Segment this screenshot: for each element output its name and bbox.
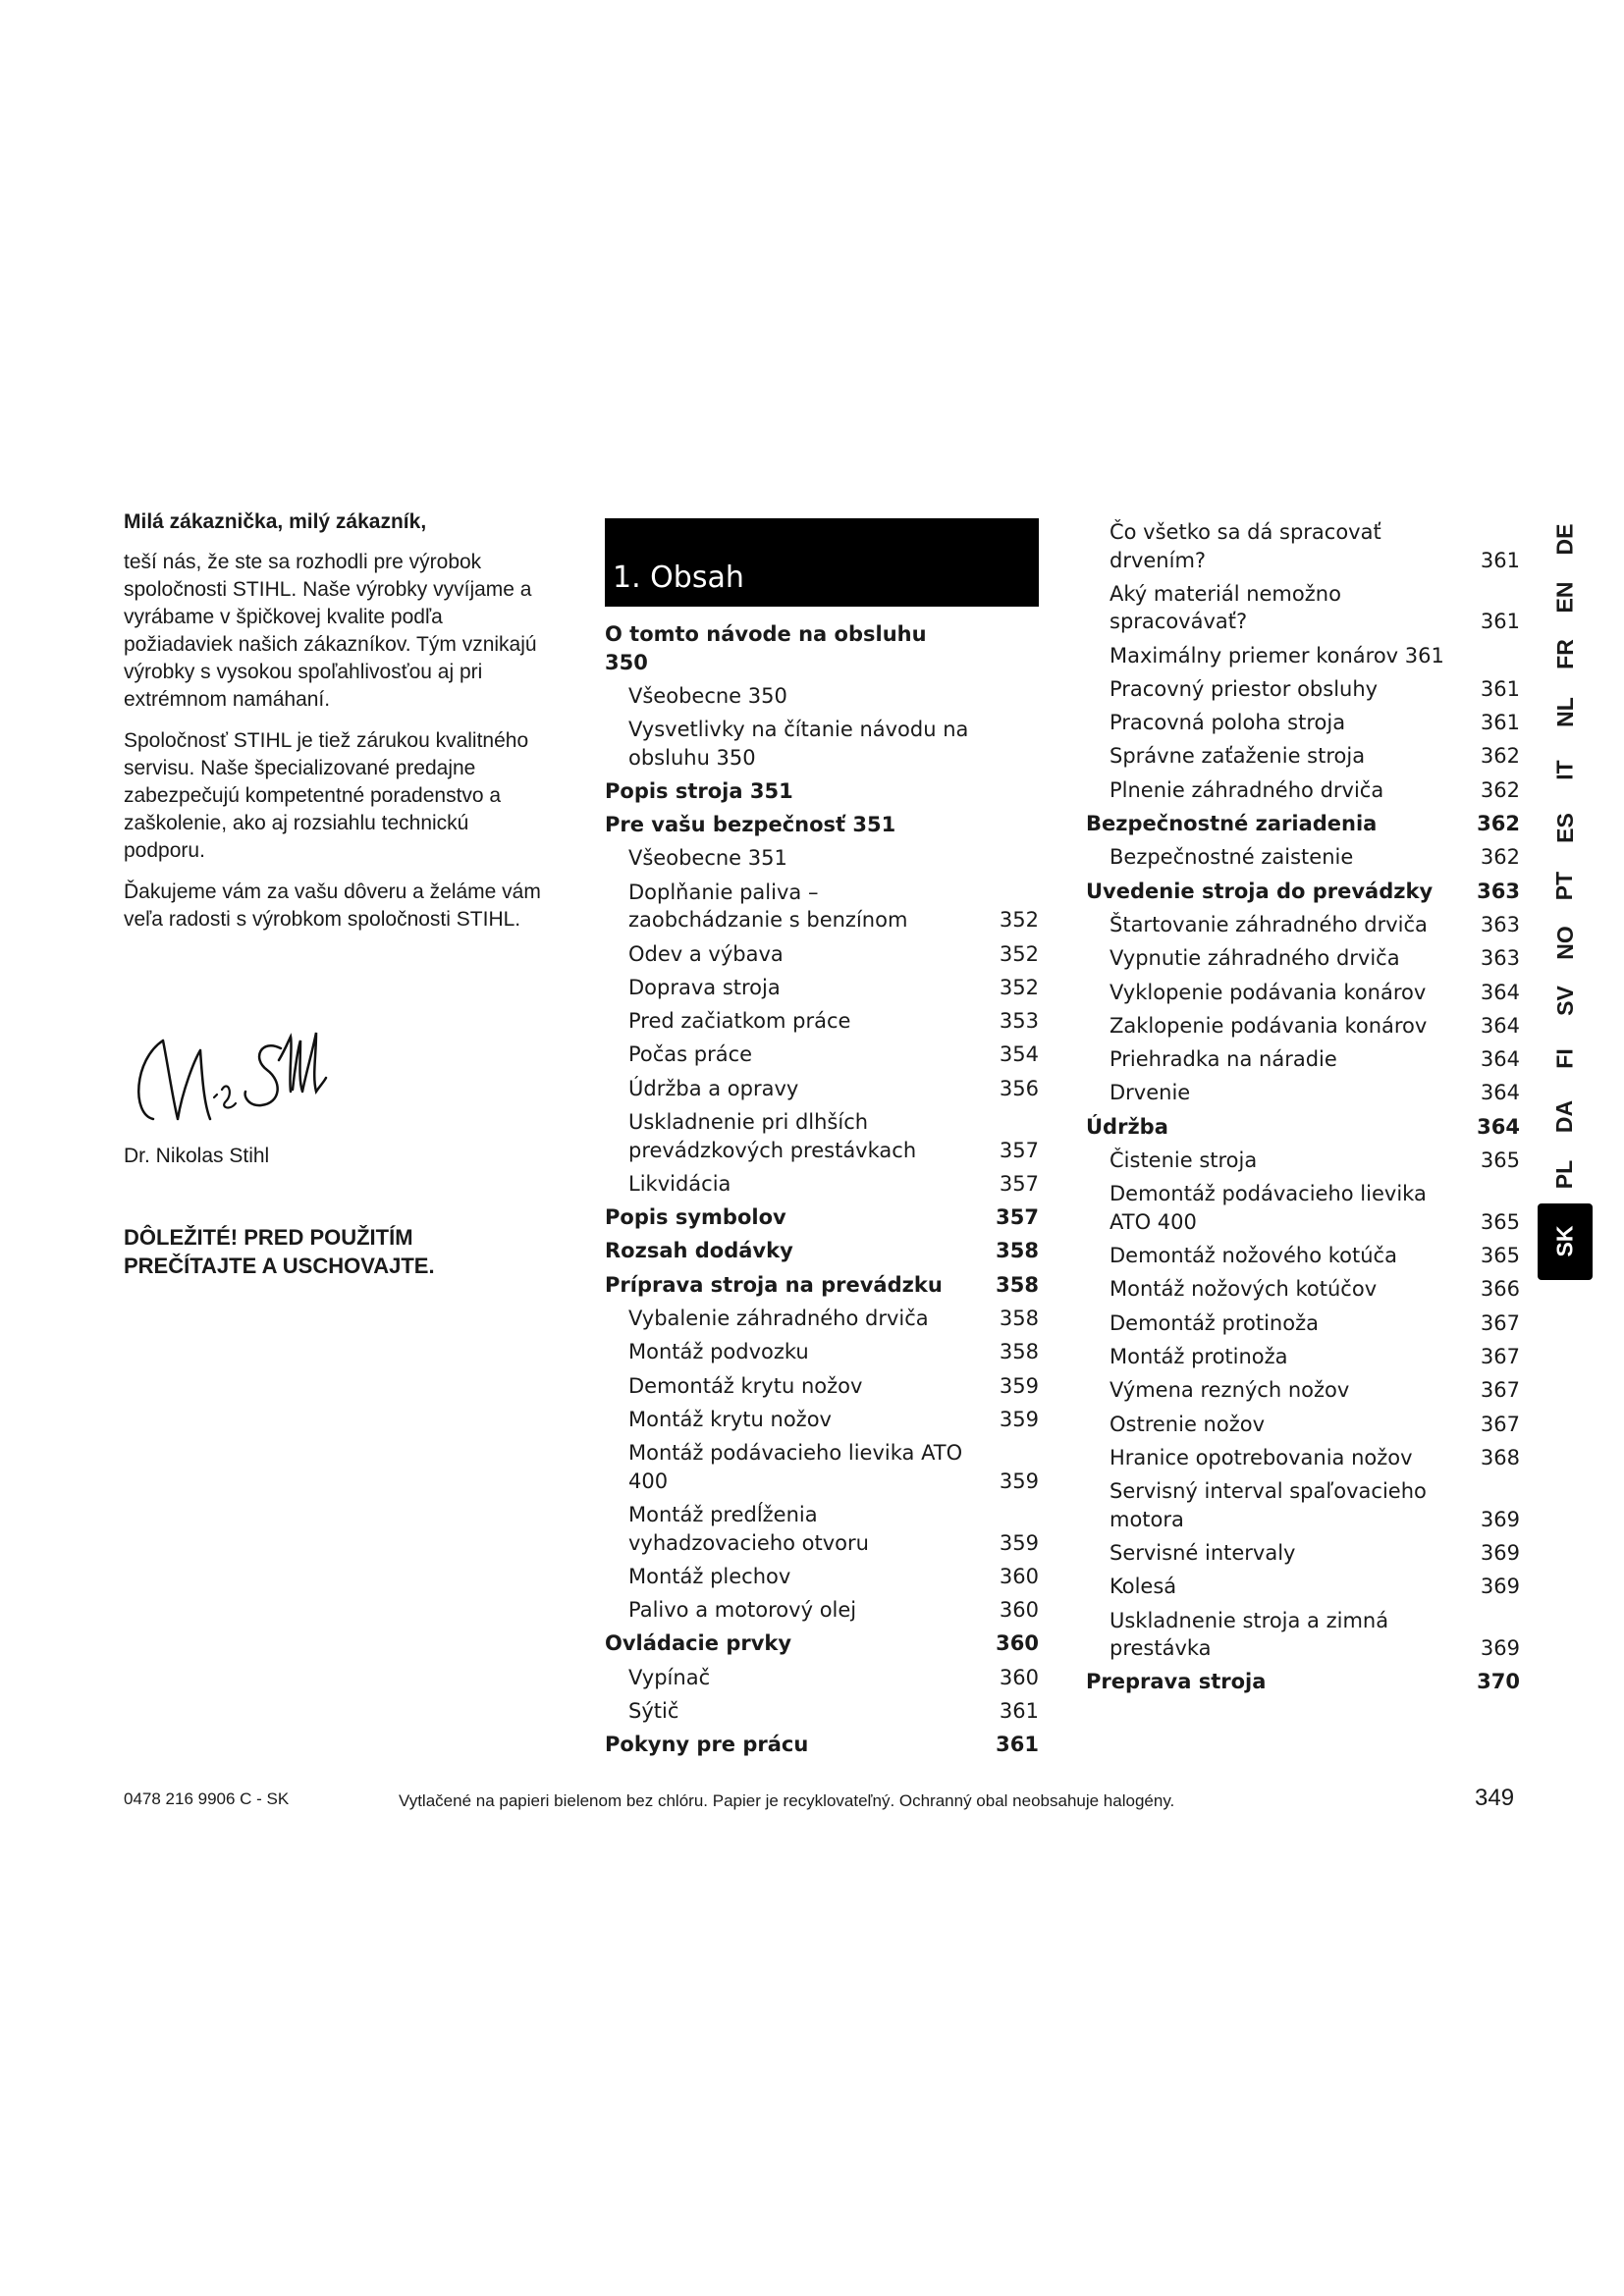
toc-column-1	[605, 518, 1039, 1765]
toc-entry-page: 365	[1480, 1148, 1520, 1173]
toc-entry-title: Demontáž protinoža	[1110, 1310, 1319, 1335]
toc-entry-title: Demontáž krytu nožov	[628, 1373, 863, 1398]
toc-entry-title: Zaklopenie podávania konárov	[1110, 1013, 1428, 1038]
page-number: 349	[1475, 1785, 1515, 1811]
toc-entry[interactable]	[1086, 1242, 1520, 1275]
toc-entry[interactable]	[1086, 742, 1520, 775]
toc-entry[interactable]	[1086, 1607, 1520, 1669]
toc-entry[interactable]	[605, 1203, 1039, 1237]
toc-entry-title: Popis symbolov	[605, 1205, 786, 1230]
toc-entry-title: Čo všetko sa dá spracovať drvením?	[1110, 520, 1381, 572]
toc-entry-page: 361	[1480, 548, 1520, 572]
letter	[124, 508, 556, 947]
toc-entry[interactable]	[1086, 642, 1520, 675]
toc-entry-page: 364	[1480, 1081, 1520, 1105]
toc-entry-page: 361	[1480, 610, 1520, 634]
toc-entry[interactable]	[1086, 1012, 1520, 1045]
toc-entry[interactable]	[1086, 675, 1520, 709]
language-tab-label: NO	[1551, 926, 1578, 961]
toc-entry-title: Demontáž podávacieho lievika ATO 400	[1110, 1182, 1427, 1234]
important-notice: DÔLEŽITÉ! PRED POUŽITÍM PREČÍTAJTE A USCHOVAJTE.	[124, 1225, 435, 1278]
toc-entry-page: 360	[999, 1598, 1039, 1623]
toc-entry[interactable]	[605, 1007, 1039, 1041]
toc-entry-title: Kolesá	[1110, 1575, 1177, 1599]
toc-entry-page: 362	[1480, 845, 1520, 870]
toc-entry-page: 366	[1480, 1277, 1520, 1302]
toc-entry-title: Doplňanie paliva – zaobchádzanie s benzínom	[628, 880, 908, 933]
toc-entry-title: Všeobecne 351	[628, 846, 787, 871]
toc-entry[interactable]	[605, 1439, 1039, 1501]
toc-entry[interactable]	[1086, 1343, 1520, 1376]
toc-entry[interactable]	[1086, 1079, 1520, 1112]
toc-entry[interactable]	[1086, 979, 1520, 1012]
toc-entry-title: Doprava stroja	[628, 975, 781, 999]
toc-entry-page: 370	[1477, 1670, 1520, 1694]
toc-entry[interactable]	[605, 682, 1039, 716]
toc-entry[interactable]	[605, 1237, 1039, 1270]
toc-entry-page: 358	[996, 1272, 1039, 1297]
toc-entry[interactable]	[1086, 810, 1520, 843]
language-tab-fi[interactable]	[1538, 1030, 1593, 1088]
toc-entry[interactable]	[605, 940, 1039, 974]
toc-entry-title: Uskladnenie pri dlhších prevádzkových prestávkach	[628, 1110, 917, 1162]
toc-entry-title: Vypínač	[628, 1665, 711, 1689]
language-tab-no[interactable]	[1538, 915, 1593, 973]
toc-entry-page: 362	[1480, 777, 1520, 802]
toc-entry[interactable]	[1086, 1045, 1520, 1079]
toc-entry-title: Servisné intervaly	[1110, 1541, 1296, 1566]
toc-entry[interactable]	[605, 1108, 1039, 1170]
letter-paragraph-1: teší nás, že ste sa rozhodli pre výrobok spoločnosti STIHL. Naše výrobky vyvíjame a vyrábame v špičkovej kvalite podľa požiadaviek našich zákazníkov. Tým vznikajú výrobky s vysokou spoľahlivosťou aj pri extrémnom namáhaní.	[124, 551, 537, 711]
toc-entry[interactable]	[605, 879, 1039, 940]
language-tabs	[1538, 510, 1593, 1280]
toc-entry-page: 367	[1480, 1345, 1520, 1369]
toc-entry-title: Uvedenie stroja do prevádzky	[1086, 879, 1434, 903]
letter-paragraph-2: Spoločnosť STIHL je tiež zárukou kvalitného servisu. Naše špecializované predajne zabezpečujú kompetentné poradenstvo a zaškolenie, ako aj rozsiahlu technickú podporu.	[124, 729, 529, 862]
toc-entry-page: 359	[999, 1407, 1039, 1431]
toc-entry-title: Uskladnenie stroja a zimná prestávka	[1110, 1608, 1389, 1661]
toc-entry-title: Plnenie záhradného drviča	[1110, 777, 1384, 802]
toc-entry[interactable]	[605, 716, 1039, 777]
toc-entry-title: Údržba	[1086, 1114, 1168, 1139]
toc-entry-page: 358	[999, 1340, 1039, 1364]
toc-entry-title: Montáž nožových kotúčov	[1110, 1277, 1378, 1302]
toc-entry-page: 369	[1480, 1636, 1520, 1661]
toc-entry-page: 369	[1480, 1507, 1520, 1531]
toc-entry-title: Pracovná poloha stroja	[1110, 711, 1346, 735]
toc-entry[interactable]	[1086, 580, 1520, 642]
toc-entry-title: Ostrenie nožov	[1110, 1412, 1265, 1436]
toc-entry-title: Pre vašu bezpečnosť 351	[605, 813, 896, 837]
toc-entry-title: Vybalenie záhradného drviča	[628, 1307, 929, 1331]
toc-entry[interactable]	[605, 1305, 1039, 1338]
toc-entry-title: Čistenie stroja	[1110, 1148, 1258, 1173]
toc-entry-title: Všeobecne 350	[628, 683, 787, 708]
toc-entry-page: 367	[1480, 1412, 1520, 1436]
language-tab-sv[interactable]	[1538, 972, 1593, 1030]
toc-entry-page: 353	[999, 1009, 1039, 1034]
toc-entry-title: Preprava stroja	[1086, 1670, 1267, 1694]
language-tab-fr[interactable]	[1538, 626, 1593, 684]
toc-entry-page: 352	[999, 975, 1039, 999]
toc-entry[interactable]	[605, 1731, 1039, 1764]
toc-entry-page: 359	[999, 1373, 1039, 1398]
toc-entry-page: 369	[1480, 1575, 1520, 1599]
language-tab-label: PT	[1551, 871, 1578, 900]
toc-entry[interactable]	[605, 1338, 1039, 1371]
toc-entry-title: Pracovný priestor obsluhy	[1110, 676, 1379, 701]
toc-entry-title: Výmena rezných nožov	[1110, 1378, 1350, 1403]
toc-entry-title: Bezpečnostné zariadenia	[1086, 812, 1378, 836]
toc-entry[interactable]	[1086, 1113, 1520, 1147]
toc-entry-title: Priehradka na náradie	[1110, 1047, 1337, 1072]
toc-entry-title: Drvenie	[1110, 1081, 1191, 1105]
toc-entry-page: 359	[999, 1468, 1039, 1493]
toc-entry-page: 358	[996, 1239, 1039, 1263]
toc-entry-page: 361	[1480, 676, 1520, 701]
language-tab-label: SV	[1551, 986, 1578, 1017]
language-tab-da[interactable]	[1538, 1088, 1593, 1146]
toc-list-1	[605, 620, 1039, 1765]
language-tab-nl[interactable]	[1538, 683, 1593, 741]
toc-entry-title: Montáž plechov	[628, 1564, 791, 1588]
toc-entry[interactable]	[1086, 911, 1520, 944]
toc-entry-title: Sýtič	[628, 1699, 679, 1724]
toc-entry-title: Likvidácia	[628, 1171, 731, 1196]
toc-entry-title: Vysvetlivky na čítanie návodu na obsluhu 350	[628, 718, 969, 770]
toc-entry[interactable]	[605, 844, 1039, 878]
toc-entry-title: Hranice opotrebovania nožov	[1110, 1445, 1413, 1469]
toc-entry-title: Ovládacie prvky	[605, 1631, 792, 1656]
toc-entry-title: Montáž krytu nožov	[628, 1407, 832, 1431]
language-tab-pt[interactable]	[1538, 857, 1593, 915]
toc-entry-page: 360	[996, 1631, 1039, 1656]
toc-heading	[605, 518, 1039, 607]
toc-entry-page: 364	[1480, 980, 1520, 1004]
toc-entry-title: Počas práce	[628, 1042, 753, 1067]
toc-entry-title: Palivo a motorový olej	[628, 1598, 857, 1623]
signer-name: Dr. Nikolas Stihl	[124, 1145, 270, 1167]
toc-entry-page: 357	[999, 1138, 1039, 1162]
language-tab-label: PL	[1551, 1159, 1578, 1189]
toc-entry-title: Pred začiatkom práce	[628, 1009, 851, 1034]
toc-entry-page: 364	[1477, 1114, 1520, 1139]
toc-entry-page: 361	[1480, 711, 1520, 735]
toc-entry-page: 363	[1480, 912, 1520, 936]
greeting: Milá zákaznička, milý zákazník,	[124, 510, 427, 533]
toc-entry[interactable]	[605, 620, 1039, 682]
signature-image	[124, 1021, 340, 1139]
toc-entry-title: O tomto návode na obsluhu 350	[605, 622, 927, 674]
toc-entry-page: 367	[1480, 1378, 1520, 1403]
toc-entry-title: Vyklopenie podávania konárov	[1110, 980, 1427, 1004]
language-tab-label: DE	[1551, 523, 1578, 556]
toc-entry-page: 364	[1480, 1013, 1520, 1038]
toc-entry[interactable]	[1086, 1477, 1520, 1539]
toc-entry-page: 367	[1480, 1310, 1520, 1335]
toc-entry-page: 363	[1477, 879, 1520, 903]
toc-entry[interactable]	[1086, 1444, 1520, 1477]
language-tab-label: ES	[1551, 813, 1578, 843]
toc-entry[interactable]	[605, 1372, 1039, 1406]
document-code: 0478 216 9906 C - SK	[124, 1789, 290, 1808]
toc-entry[interactable]	[605, 1075, 1039, 1108]
toc-entry-title: Údržba a opravy	[628, 1076, 799, 1100]
toc-entry-title: Bezpečnostné zaistenie	[1110, 845, 1354, 870]
toc-entry[interactable]	[1086, 1411, 1520, 1444]
toc-entry-page: 352	[999, 941, 1039, 966]
toc-entry-page: 369	[1480, 1541, 1520, 1566]
toc-entry-page: 361	[996, 1733, 1039, 1757]
toc-column-2	[1086, 518, 1520, 1702]
toc-entry[interactable]	[605, 1406, 1039, 1439]
toc-entry[interactable]	[1086, 1147, 1520, 1180]
toc-entry-page: 364	[1480, 1047, 1520, 1072]
toc-entry[interactable]	[1086, 878, 1520, 911]
toc-entry-title: Montáž podávacieho lievika ATO 400	[628, 1441, 963, 1493]
toc-entry[interactable]	[605, 1271, 1039, 1305]
toc-entry-title: Štartovanie záhradného drviča	[1110, 912, 1428, 936]
language-tab-de[interactable]	[1538, 510, 1593, 568]
language-tab-es[interactable]	[1538, 799, 1593, 857]
toc-entry-title: Aký materiál nemožno spracovávať?	[1110, 581, 1341, 634]
toc-entry-page: 360	[999, 1564, 1039, 1588]
toc-entry[interactable]	[1086, 1573, 1520, 1606]
toc-entry[interactable]	[1086, 1376, 1520, 1410]
language-tab-label: FI	[1551, 1048, 1578, 1069]
language-tab-label: IT	[1551, 760, 1578, 780]
toc-entry[interactable]	[1086, 1668, 1520, 1701]
toc-entry-page: 365	[1480, 1244, 1520, 1268]
toc-entry[interactable]	[605, 1596, 1039, 1629]
toc-entry[interactable]	[605, 777, 1039, 811]
toc-entry-page: 362	[1477, 812, 1520, 836]
toc-entry[interactable]	[605, 974, 1039, 1007]
toc-entry-title: Vypnutie záhradného drviča	[1110, 946, 1400, 971]
toc-entry-title: Montáž predĺženia vyhadzovacieho otvoru	[628, 1503, 869, 1555]
toc-entry-page: 354	[999, 1042, 1039, 1067]
toc-entry-title: Montáž podvozku	[628, 1340, 809, 1364]
language-tab-it[interactable]	[1538, 741, 1593, 799]
toc-entry[interactable]	[1086, 518, 1520, 580]
toc-entry-title: Montáž protinoža	[1110, 1345, 1288, 1369]
toc-entry[interactable]	[1086, 1309, 1520, 1343]
toc-entry-page: 361	[999, 1699, 1039, 1724]
toc-entry-page: 358	[999, 1307, 1039, 1331]
toc-entry-page: 359	[999, 1530, 1039, 1555]
language-tab-pl[interactable]	[1538, 1146, 1593, 1203]
toc-heading-text: 1. Obsah	[613, 561, 744, 595]
toc-entry[interactable]	[605, 1170, 1039, 1203]
toc-entry[interactable]	[1086, 1275, 1520, 1308]
footer-note: Vytlačené na papieri bielenom bez chlóru. Papier je recyklovateľný. Ochranný obal neobsahuje halogény.	[399, 1791, 1175, 1810]
toc-entry[interactable]	[1086, 776, 1520, 810]
toc-entry-title: Servisný interval spaľovacieho motora	[1110, 1479, 1427, 1531]
toc-entry-title: Demontáž nožového kotúča	[1110, 1244, 1397, 1268]
toc-entry-title: Maximálny priemer konárov 361	[1110, 643, 1444, 667]
toc-entry-title: Správne zaťaženie stroja	[1110, 744, 1366, 769]
toc-entry[interactable]	[1086, 1180, 1520, 1242]
toc-entry-title: Odev a výbava	[628, 941, 784, 966]
toc-entry[interactable]	[1086, 843, 1520, 877]
toc-entry-page: 352	[999, 908, 1039, 933]
language-tab-label: SK	[1551, 1225, 1578, 1257]
toc-entry-page: 365	[1480, 1209, 1520, 1234]
toc-entry[interactable]	[605, 1697, 1039, 1731]
toc-list-2	[1086, 518, 1520, 1702]
toc-entry-page: 368	[1480, 1445, 1520, 1469]
language-tab-label: DA	[1551, 1099, 1578, 1133]
toc-entry[interactable]	[605, 1629, 1039, 1663]
toc-entry-title: Rozsah dodávky	[605, 1239, 793, 1263]
toc-entry[interactable]	[605, 1563, 1039, 1596]
toc-entry[interactable]	[605, 811, 1039, 844]
toc-entry-title: Pokyny pre prácu	[605, 1733, 809, 1757]
language-tab-label: EN	[1551, 581, 1578, 614]
toc-entry-page: 360	[999, 1665, 1039, 1689]
toc-entry-title: Príprava stroja na prevádzku	[605, 1272, 943, 1297]
toc-entry-page: 357	[999, 1171, 1039, 1196]
toc-entry-title: Popis stroja 351	[605, 778, 793, 803]
toc-entry[interactable]	[605, 1664, 1039, 1697]
toc-entry[interactable]	[1086, 944, 1520, 978]
language-tab-en[interactable]	[1538, 568, 1593, 626]
toc-entry[interactable]	[605, 1041, 1039, 1074]
language-tab-sk[interactable]	[1538, 1203, 1593, 1280]
toc-entry[interactable]	[1086, 709, 1520, 742]
toc-entry-page: 362	[1480, 744, 1520, 769]
language-tab-label: FR	[1551, 639, 1578, 670]
toc-entry-page: 356	[999, 1076, 1039, 1100]
language-tab-label: NL	[1551, 697, 1578, 728]
toc-entry[interactable]	[1086, 1539, 1520, 1573]
toc-entry-page: 357	[996, 1205, 1039, 1230]
letter-paragraph-3: Ďakujeme vám za vašu dôveru a želáme vám veľa radosti s výrobkom spoločnosti STIHL.	[124, 881, 541, 931]
toc-entry[interactable]	[605, 1501, 1039, 1563]
toc-entry-page: 363	[1480, 946, 1520, 971]
